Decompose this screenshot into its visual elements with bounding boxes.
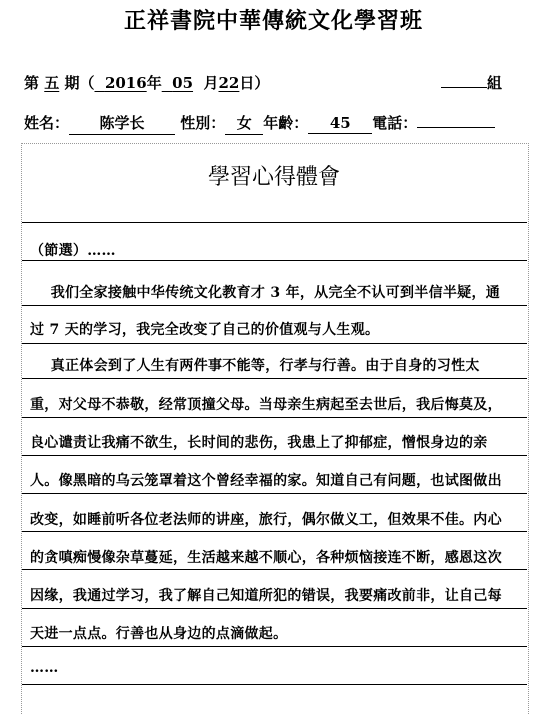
rule-line	[22, 455, 527, 456]
name-value: 陈学长	[69, 112, 175, 135]
rule-line	[22, 305, 527, 306]
essay-line: ……	[30, 660, 59, 676]
name-label: 姓名：	[24, 114, 70, 132]
essay-line: 天进一点点。行善也从身边的点滴做起。	[30, 626, 288, 642]
age-label: 年齡：	[263, 114, 309, 132]
rule-line	[22, 260, 527, 261]
rule-line	[22, 646, 527, 647]
rule-line	[22, 684, 527, 685]
page-title: 正祥書院中華傳統文化學習班	[123, 9, 423, 34]
rule-line	[22, 569, 527, 570]
essay-line: 的贪嗔痴慢像杂草蔓延，生活越来越不顺心，各种烦恼接连不断，感恩这次	[30, 550, 502, 566]
rule-line	[22, 608, 527, 609]
group-field	[441, 72, 502, 93]
gender-value: 女	[225, 112, 263, 135]
essay-heading: 學習心得體會	[207, 165, 340, 190]
rule-line	[22, 531, 527, 532]
date-close: 日）	[239, 74, 270, 92]
rule-line	[22, 417, 527, 418]
month-unit: 月	[203, 74, 219, 92]
rule-line	[22, 222, 527, 223]
group-blank	[441, 72, 487, 88]
essay-line: 真正体会到了人生有两件事不能等，行孝与行善。由于自身的习性太	[30, 358, 480, 374]
essay-line: 改变，如睡前听各位老法师的讲座，旅行，偶尔做义工，但效果不佳。内心	[30, 512, 502, 528]
age-value: 45	[308, 114, 372, 134]
date-day: 22	[218, 74, 240, 92]
essay-line: 良心谴责让我痛不欲生，长时间的悲伤，我患上了抑郁症，憎恨身边的亲	[30, 435, 488, 451]
essay-line: 重，对父母不恭敬，经常顶撞父母。当母亲生病起至去世后，我后悔莫及，	[30, 397, 502, 413]
essay-line: 我们全家接触中华传统文化教育才 3 年，从完全不认可到半信半疑，通	[30, 285, 501, 301]
info-line	[24, 112, 495, 135]
rule-line	[22, 493, 527, 494]
gender-label: 性別：	[180, 114, 226, 132]
group-label: 組	[486, 74, 502, 92]
rule-line	[22, 378, 527, 379]
date-year: 2016	[104, 74, 147, 92]
term-prefix: 第	[24, 74, 45, 92]
phone-label: 電話：	[372, 114, 418, 132]
term-mid: 期（	[59, 74, 95, 92]
term-number: 五	[44, 74, 60, 92]
essay-line: 过 7 天的学习，我完全改变了自己的价值观与人生观。	[30, 322, 380, 338]
term-date	[24, 72, 269, 93]
rule-line	[22, 343, 527, 344]
phone-blank	[417, 126, 495, 128]
essay-line: （節選）……	[30, 243, 116, 259]
date-month: 05	[172, 74, 194, 92]
year-unit: 年	[146, 74, 162, 92]
term-line	[24, 72, 524, 94]
essay-line: 因缘，我通过学习，我了解自己知道所犯的错误，我要痛改前非，让自己每	[30, 588, 502, 604]
essay-line: 人。像黑暗的乌云笼罩着这个曾经幸福的家。知道自己有问题，也试图做出	[30, 473, 502, 489]
